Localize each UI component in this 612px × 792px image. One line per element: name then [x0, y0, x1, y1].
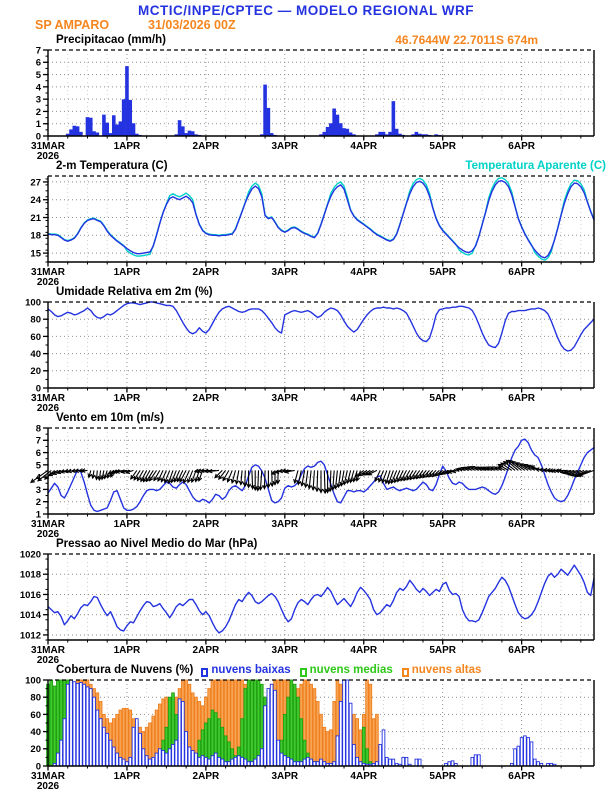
- svg-text:5APR: 5APR: [429, 645, 457, 656]
- temp-aparente-legend: Temperatura Aparente (C): [465, 160, 606, 172]
- clouds-plot-group: [25, 677, 594, 789]
- svg-text:6APR: 6APR: [508, 267, 535, 278]
- green-box-icon: [300, 668, 307, 677]
- svg-text:6APR: 6APR: [508, 645, 535, 656]
- svg-text:4APR: 4APR: [350, 393, 378, 404]
- svg-text:60: 60: [30, 709, 41, 721]
- svg-text:1APR: 1APR: [113, 267, 141, 278]
- svg-text:60: 60: [30, 331, 41, 343]
- page-title: MCTIC/INPE/CPTEC — MODELO REGIONAL WRF: [138, 3, 474, 18]
- pressao: [48, 565, 594, 633]
- svg-text:2APR: 2APR: [192, 267, 220, 278]
- svg-text:4APR: 4APR: [350, 141, 378, 152]
- svg-text:1APR: 1APR: [113, 141, 141, 152]
- svg-text:1014: 1014: [19, 610, 41, 622]
- panel-temp-plot: [0, 173, 612, 285]
- svg-text:2026: 2026: [36, 529, 60, 537]
- panel-wind-plot: [0, 425, 612, 537]
- svg-text:5APR: 5APR: [429, 771, 457, 782]
- panel-humidity-plot: [0, 299, 612, 411]
- svg-text:6APR: 6APR: [508, 141, 535, 152]
- svg-text:6: 6: [35, 57, 41, 69]
- header-subrow: [0, 18, 612, 33]
- umidade-relativa: [48, 302, 594, 351]
- panel-wind: [0, 411, 612, 537]
- svg-text:2026: 2026: [36, 655, 60, 663]
- svg-text:31MAR: 31MAR: [31, 519, 65, 530]
- svg-text:0: 0: [35, 131, 41, 143]
- svg-text:5APR: 5APR: [429, 141, 457, 152]
- svg-text:2026: 2026: [36, 277, 60, 285]
- legend-nuvens-altas: nuvens altas: [402, 664, 482, 677]
- svg-text:2: 2: [35, 497, 41, 509]
- svg-text:40: 40: [30, 727, 41, 738]
- humidity-plot-group: [25, 299, 594, 411]
- svg-text:2APR: 2APR: [192, 645, 220, 656]
- panel-wind-title: Vento em 10m (m/s): [56, 412, 165, 424]
- svg-text:1APR: 1APR: [113, 645, 141, 656]
- svg-text:1APR: 1APR: [113, 519, 141, 530]
- svg-text:1016: 1016: [19, 589, 41, 601]
- legend-nuvens-baixas: nuvens baixas: [201, 664, 290, 677]
- svg-text:3APR: 3APR: [271, 771, 299, 782]
- run-datetime-label: 31/03/2026 00Z: [148, 18, 236, 32]
- svg-text:3APR: 3APR: [271, 393, 299, 404]
- svg-text:8: 8: [35, 425, 41, 435]
- svg-text:0: 0: [35, 761, 41, 773]
- svg-text:1018: 1018: [19, 569, 41, 581]
- panel-temp-title: 2-m Temperatura (C): [56, 160, 168, 172]
- panel-clouds-plot: [0, 677, 612, 789]
- svg-text:5: 5: [35, 69, 41, 81]
- svg-text:80: 80: [30, 692, 41, 704]
- svg-text:1APR: 1APR: [113, 771, 141, 782]
- station-label: SP AMPARO: [35, 18, 110, 32]
- svg-text:2APR: 2APR: [192, 519, 220, 530]
- panel-precip-title: Precipitacao (mm/h): [56, 34, 166, 46]
- svg-text:3: 3: [35, 94, 41, 106]
- svg-text:6APR: 6APR: [508, 519, 535, 530]
- svg-text:4APR: 4APR: [350, 771, 378, 782]
- svg-text:7: 7: [35, 47, 41, 57]
- svg-text:1020: 1020: [19, 551, 41, 561]
- svg-text:31MAR: 31MAR: [31, 141, 65, 152]
- svg-text:2026: 2026: [36, 403, 60, 411]
- svg-text:15: 15: [30, 248, 41, 260]
- panel-pressure-title: Pressao ao Nivel Medio do Mar (hPa): [56, 538, 258, 550]
- panel-humidity-title: Umidade Relativa em 2m (%): [56, 286, 213, 298]
- svg-text:2026: 2026: [36, 151, 60, 159]
- svg-text:7: 7: [35, 435, 41, 447]
- svg-text:20: 20: [30, 744, 41, 756]
- panel-clouds-title: Cobertura de Nuvens (%): [56, 664, 194, 676]
- svg-text:24: 24: [30, 195, 41, 207]
- svg-text:1012: 1012: [19, 630, 41, 642]
- svg-text:31MAR: 31MAR: [31, 771, 65, 782]
- svg-text:18: 18: [30, 230, 41, 242]
- svg-text:5: 5: [35, 460, 41, 472]
- pressure-plot-group: [20, 551, 594, 663]
- panel-precip: [0, 33, 612, 159]
- svg-text:4: 4: [35, 82, 41, 94]
- svg-text:3APR: 3APR: [271, 141, 299, 152]
- svg-text:4APR: 4APR: [350, 519, 378, 530]
- panel-clouds: [0, 663, 612, 789]
- panel-temp: [0, 159, 612, 285]
- precipitacao: [66, 67, 440, 136]
- svg-text:31MAR: 31MAR: [31, 645, 65, 656]
- svg-text:2APR: 2APR: [192, 771, 220, 782]
- svg-text:2APR: 2APR: [192, 393, 220, 404]
- svg-text:100: 100: [25, 677, 41, 687]
- svg-text:100: 100: [25, 299, 41, 309]
- svg-text:4APR: 4APR: [350, 267, 378, 278]
- svg-text:5APR: 5APR: [429, 393, 457, 404]
- clouds-legend: [201, 664, 481, 677]
- temperatura-aparente: [48, 178, 594, 260]
- panel-pressure: [0, 537, 612, 663]
- svg-text:31MAR: 31MAR: [31, 267, 65, 278]
- svg-text:1: 1: [35, 119, 41, 131]
- precip-plot-group: [31, 47, 594, 159]
- svg-text:5APR: 5APR: [429, 519, 457, 530]
- svg-text:80: 80: [30, 314, 41, 326]
- svg-text:3: 3: [35, 484, 41, 496]
- svg-text:40: 40: [30, 349, 41, 360]
- svg-text:31MAR: 31MAR: [31, 393, 65, 404]
- svg-text:0: 0: [35, 383, 41, 395]
- svg-text:2026: 2026: [36, 781, 60, 789]
- svg-text:6APR: 6APR: [508, 771, 535, 782]
- svg-text:20: 20: [30, 366, 41, 378]
- svg-text:3APR: 3APR: [271, 267, 299, 278]
- legend-nuvens-medias: nuvens medias: [300, 664, 393, 677]
- panel-humidity: [0, 285, 612, 411]
- panel-precip-plot: [0, 47, 612, 159]
- orange-box-icon: [402, 668, 409, 677]
- svg-text:2APR: 2APR: [192, 141, 220, 152]
- svg-text:3APR: 3APR: [271, 519, 299, 530]
- blue-box-icon: [201, 668, 208, 677]
- svg-text:3APR: 3APR: [271, 645, 299, 656]
- svg-text:6: 6: [35, 447, 41, 459]
- svg-text:4: 4: [35, 472, 41, 484]
- temp-plot-group: [30, 176, 594, 285]
- svg-text:2: 2: [35, 106, 41, 118]
- svg-text:5APR: 5APR: [429, 267, 457, 278]
- location-label: 46.7644W 22.7011S 674m: [395, 33, 538, 47]
- svg-text:1APR: 1APR: [113, 393, 141, 404]
- svg-text:27: 27: [30, 177, 41, 189]
- wind-plot-group: [31, 425, 594, 537]
- svg-text:6APR: 6APR: [508, 393, 535, 404]
- panel-pressure-plot: [0, 551, 612, 663]
- svg-text:1: 1: [35, 509, 41, 521]
- svg-text:21: 21: [30, 212, 41, 224]
- svg-text:4APR: 4APR: [350, 645, 378, 656]
